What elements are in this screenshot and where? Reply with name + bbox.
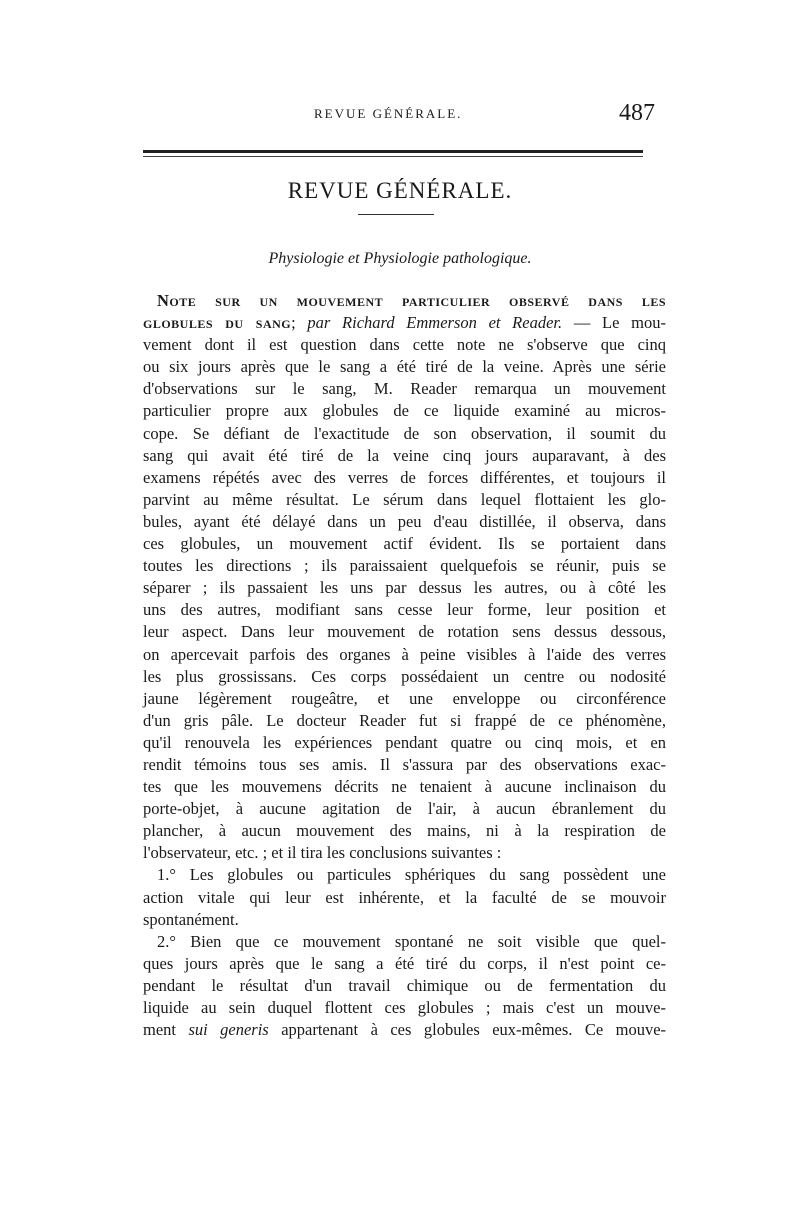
conclusion-2-line: ques jours après que le sang a été tiré du corps, il n'est point ce- [143,953,666,973]
body-line: d'observations sur le sang, M. Reader remarqua un mouvement [143,379,666,399]
running-head-title: REVUE GÉNÉRALE. [314,106,463,121]
body-line: jaune légèrement rougeâtre, et une enveloppe ou circonférence [143,688,666,708]
body-line: particulier propre aux globules de ce liquide examiné au micros- [143,401,666,421]
article-heading-line [143,290,666,312]
body-line-final: ment sui generis appartenant à ces globules eux-mêmes. Ce mouve- [143,1020,667,1040]
body-line: cope. Se défiant de l'exactitude de son observation, il soumit du [143,423,666,443]
running-head [0,100,800,130]
header-rule-thick [143,150,643,153]
article-body [143,290,666,1041]
body-line: on apercevait parfois des organes à peine visibles à l'aide des verres [143,644,666,664]
body-line-0: — Le mou- [573,313,666,333]
body-line: ou six jours après que le sang a été tiré de la veine. Après une série [143,357,666,377]
body-line: examens répétés avec des verres de forces différentes, et toujours il [143,467,666,487]
article-heading-smallcaps: Note sur un mouvement particulier observé dans les [157,291,666,310]
article-heading-line-2: globules du sang; par Richard Emmerson et Reader. — Le mou- [143,313,666,333]
section-title: REVUE GÉNÉRALE. [287,178,513,203]
body-line: plancher, à aucun mouvement des mains, ni à la respiration de [143,821,666,841]
latin-phrase: sui generis [188,1020,269,1040]
body-line: les plus grossissans. Ces corps possédaient un centre ou nodosité [143,666,666,686]
body-line: porte-objet, à aucune agitation de l'air, à aucun ébranlement du [143,799,666,819]
body-line: bules, ayant été délayé dans un peu d'eau distillée, il observa, dans [143,511,666,531]
article-authors: par Richard Emmerson et Reader. [307,313,563,333]
conclusion-2-line: 2.° Bien que ce mouvement spontané ne soit visible que quel- [157,931,666,951]
body-line: l'observateur, etc. ; et il tira les conclusions suivantes : [143,843,502,863]
body-line: toutes les directions ; ils paraissaient quelquefois se réunir, puis se [143,556,666,576]
body-line: leur aspect. Dans leur mouvement de rotation sens dessus dessous, [143,622,666,642]
body-line: vement dont il est question dans cette note ne s'observe que cinq [143,335,666,355]
header-rule-thin [143,156,643,157]
body-line: sang qui avait été tiré de la veine cinq jours auparavant, à des [143,445,666,465]
conclusion-1-line: action vitale qui leur est inhérente, et la faculté de se mouvoir [143,887,666,907]
page-number: 487 [619,100,655,126]
conclusion-2-line: pendant le résultat d'un travail chimique ou de fermentation du [143,975,666,995]
body-line: rendit témoins tous ses amis. Il s'assura par des observations exac- [143,754,666,774]
body-line: tes que les mouvemens décrits ne tenaient à aucune inclinaison du [143,777,666,797]
conclusion-1-line: spontanément. [143,909,239,929]
body-line: qu'il renouvela les expériences pendant quatre ou cinq mois, et en [143,732,666,752]
conclusion-2-line: liquide au sein duquel flottent ces globules ; mais c'est un mouve- [143,998,666,1017]
subsection-subtitle: Physiologie et Physiologie pathologique. [268,250,532,267]
body-line: parvint au même résultat. Le sérum dans lequel flottaient les glo- [143,489,666,509]
article-heading-smallcaps-2: globules du sang [143,313,292,333]
conclusion-1-line: 1.° Les globules ou particules sphériques du sang possèdent une [157,865,666,885]
title-underline [358,214,434,215]
body-line: séparer ; ils passaient les uns par dessus les autres, ou à côté les [143,578,666,598]
body-line: d'un gris pâle. Le docteur Reader fut si frappé de ce phénomène, [143,710,666,730]
body-line: uns des autres, modifiant sans cesse leur forme, leur position et [143,600,666,620]
body-line: ces globules, un mouvement actif évident. Ils se portaient dans [143,534,666,554]
